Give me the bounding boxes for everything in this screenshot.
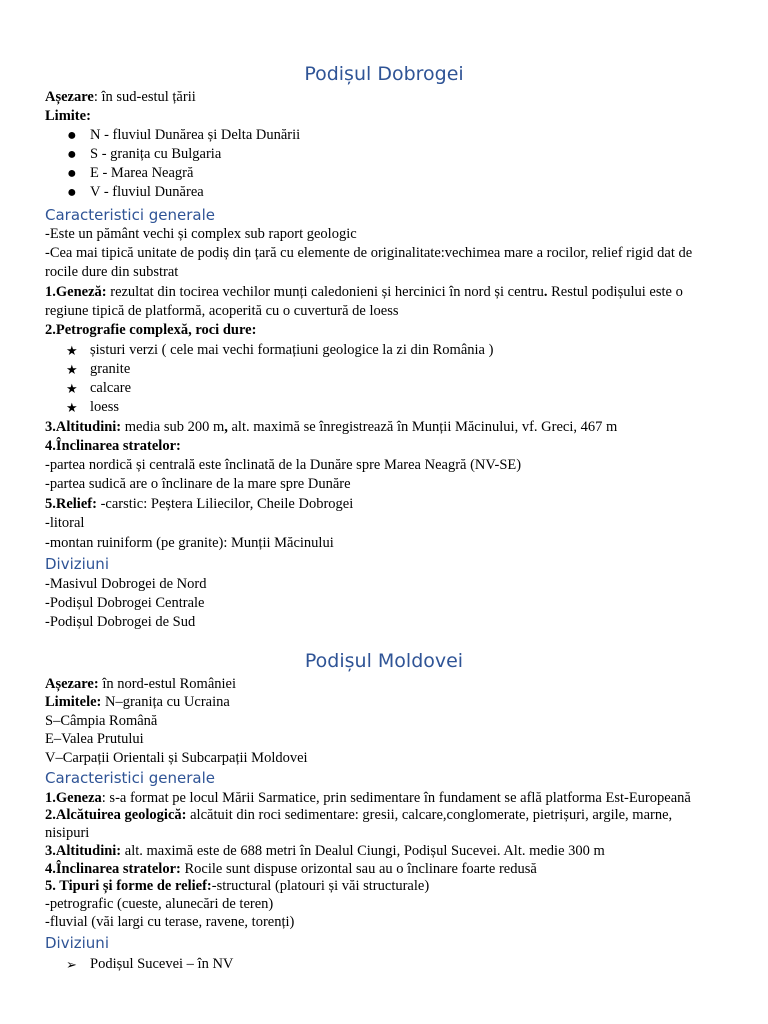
bullet-dot: ● [67, 146, 77, 163]
text-line: S–Câmpia Română [45, 713, 158, 729]
text-line: -partea sudică are o înclinare de la mare spre Dunăre [45, 476, 351, 492]
list-item: -Podișul Dobrogei de Sud [45, 614, 196, 630]
geneza-line: 1.Geneza: s-a format pe locul Mării Sarmatice, prin sedimentare în fundament se află platforma Est-Europeană [45, 790, 691, 806]
list-item: calcare [90, 380, 132, 396]
text-line: -Este un pământ vechi și complex sub raport geologic [45, 226, 357, 242]
inclinare-line: 4.Înclinarea stratelor: Rocile sunt dispuse orizontal sau au o înclinare foarte redusă [45, 861, 537, 877]
list-item: -Masivul Dobrogei de Nord [45, 576, 207, 592]
relief-line: 5.Relief: -carstic: Peștera Liliecilor, Cheile Dobrogei [45, 496, 354, 512]
asezare-line: Așezare: în nord-estul României [45, 676, 237, 692]
geneza-line: 1.Geneză: rezultat din tocirea vechilor munți caledonieni și hercinici în nord și centru. Restul podișului este o [45, 284, 683, 300]
star-icon: ★ [66, 362, 78, 377]
inclinare-label: 4.Înclinarea stratelor: [45, 438, 181, 454]
text-line: rocile dure din substrat [45, 264, 179, 280]
text-line: regiune tipică de platformă, acoperită cu o cuvertură de loess [45, 303, 399, 319]
altitudini-line: 3.Altitudini: media sub 200 m, alt. maximă se înregistrează în Munții Măcinului, vf. Greci, 467 m [45, 419, 618, 435]
text-line: -fluvial (văi largi cu terase, ravene, torenți) [45, 914, 295, 930]
asezare-line [45, 88, 735, 107]
list-item: granite [90, 361, 131, 377]
text-line: -litoral [45, 515, 85, 531]
alcatuire-line: 2.Alcătuirea geologică: alcătuit din roci sedimentare: gresii, calcare,conglomerate, pietrișuri, argile, marne, [45, 807, 673, 823]
section-heading-diviziuni: Diviziuni [45, 934, 109, 952]
star-icon: ★ [66, 400, 78, 415]
list-item: loess [90, 399, 119, 415]
text-line: V–Carpații Orientali și Subcarpații Moldovei [45, 750, 308, 766]
list-item: S - granița cu Bulgaria [90, 146, 222, 162]
limitele-line: Limitele: N–granița cu Ucraina [45, 694, 230, 710]
geneza-label: 1.Geneză: [45, 284, 107, 300]
text-line: -partea nordică și centrală este înclinată de la Dunăre spre Marea Neagră (NV-SE) [45, 457, 522, 473]
asezare-label: Așezare [45, 89, 94, 105]
arrow-bullet-icon: ➢ [66, 957, 77, 972]
list-item: -Podișul Dobrogei Centrale [45, 595, 205, 611]
petrografie-label: 2.Petrografie complexă, roci dure: [45, 322, 257, 338]
list-item: Podișul Sucevei – în NV [90, 956, 234, 972]
section-heading-caracteristici: Caracteristici generale [45, 769, 216, 787]
section-heading-diviziuni: Diviziuni [45, 555, 109, 573]
list-item: V - fluviul Dunărea [90, 184, 204, 200]
bullet-dot: ● [67, 127, 77, 144]
star-icon: ★ [66, 343, 78, 358]
bullet-dot: ● [67, 184, 77, 201]
list-item: E - Marea Neagră [90, 165, 194, 181]
text-line: -Cea mai tipică unitate de podiș din țară cu elemente de originalitate:vechimea mare a rocilor, relief rigid dat de [45, 245, 693, 261]
list-item: N - fluviul Dunărea și Delta Dunării [90, 127, 301, 143]
tipuri-line: 5. Tipuri și forme de relief:-structural (platouri și văi structurale) [45, 878, 430, 894]
page-title-moldova: Podișul Moldovei [304, 650, 464, 672]
text-line: -montan ruiniform (pe granite): Munții Măcinului [45, 535, 334, 551]
text-line: -petrografic (cueste, alunecări de teren) [45, 896, 274, 912]
limite-label: Limite: [45, 108, 91, 124]
text-line: E–Valea Prutului [45, 731, 144, 747]
bullet-dot: ● [67, 165, 77, 182]
list-item: șisturi verzi ( cele mai vechi formațiuni geologice la zi din România ) [90, 342, 494, 358]
altitudini-line: 3.Altitudini: alt. maximă este de 688 metri în Dealul Ciungi, Podișul Sucevei. Alt. medie 300 m [45, 843, 605, 859]
text-line: nisipuri [45, 825, 90, 841]
page-title-dobrogea: Podișul Dobrogei [304, 63, 464, 85]
star-icon: ★ [66, 381, 78, 396]
asezare-text: : în sud-estul țării [93, 89, 196, 105]
section-heading-caracteristici: Caracteristici generale [45, 206, 216, 224]
